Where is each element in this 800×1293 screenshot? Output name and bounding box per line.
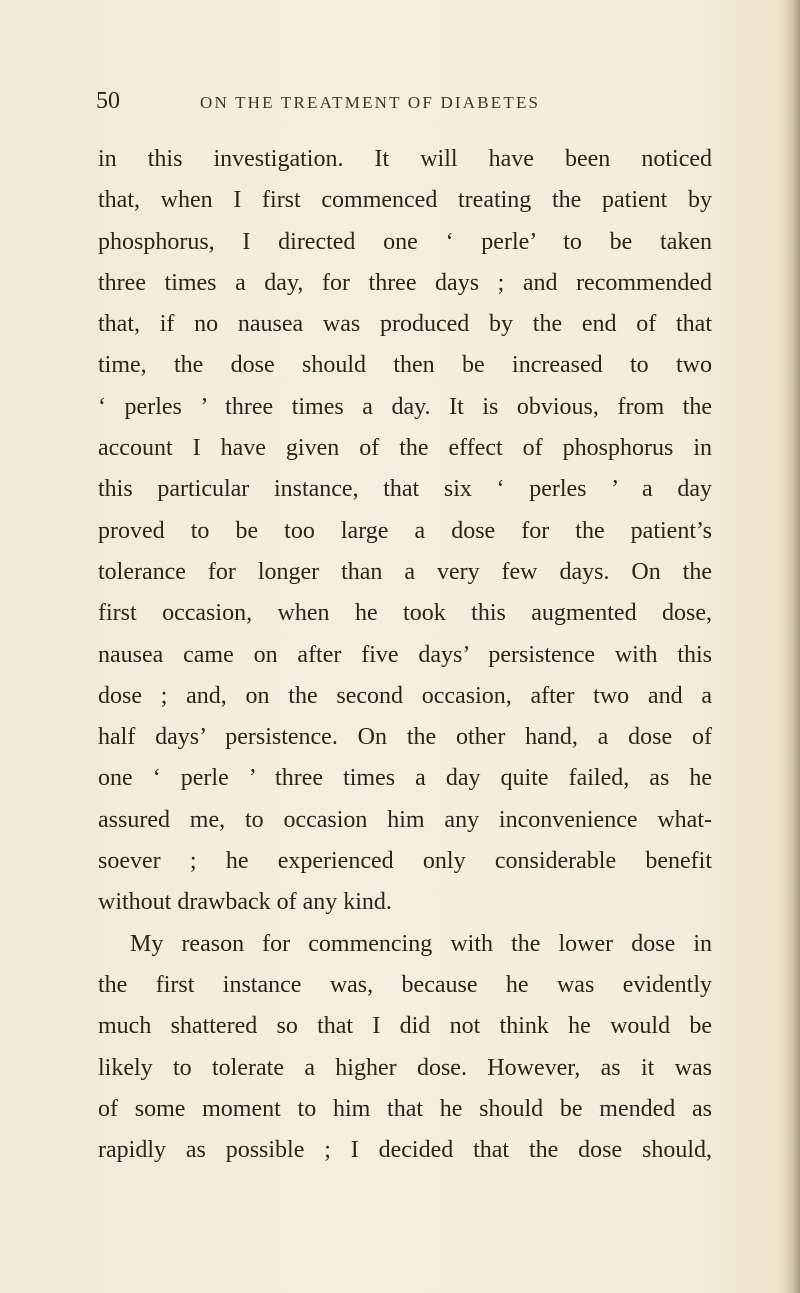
text-line: assured me, to occasion him any inconvenience what-	[98, 806, 712, 833]
page-edge-shadow	[784, 0, 800, 1293]
paragraph-end-line: without drawback of any kind.	[98, 889, 392, 916]
text-line: first occasion, when he took this augmented dose,	[98, 600, 712, 627]
text-line: in this investigation. It will have been noticed	[98, 146, 712, 172]
page-header	[96, 86, 676, 122]
text-line: that, when I first commenced treating the patient by	[98, 187, 712, 214]
text-line: account I have given of the effect of phosphorus in	[98, 435, 712, 462]
text-line: tolerance for longer than a very few days. On the	[98, 558, 712, 585]
body-text	[98, 139, 712, 1171]
text-line: likely to tolerate a higher dose. However, as it was	[98, 1054, 712, 1081]
text-line: dose ; and, on the second occasion, after two and a	[98, 682, 712, 709]
paragraph-start-line: My reason for commencing with the lower dose in	[130, 930, 712, 957]
running-title: ON THE TREATMENT OF DIABETES	[200, 93, 541, 112]
text-line: nausea came on after five days’ persistence with this	[98, 641, 712, 668]
text-line: half days’ persistence. On the other hand, a dose of	[98, 724, 712, 751]
page-number: 50	[96, 88, 120, 114]
text-line: proved to be too large a dose for the patient’s	[98, 517, 712, 544]
text-line: this particular instance, that six ‘ perles ’ a day	[98, 476, 712, 503]
text-line: ‘ perles ’ three times a day. It is obvious, from the	[98, 393, 712, 420]
text-line: time, the dose should then be increased to two	[98, 352, 712, 379]
text-line: that, if no nausea was produced by the end of that	[98, 311, 712, 338]
text-line: three times a day, for three days ; and recommended	[98, 269, 712, 296]
text-line: soever ; he experienced only considerable benefit	[98, 848, 712, 875]
text-line: rapidly as possible ; I decided that the dose should,	[98, 1137, 712, 1164]
text-line: of some moment to him that he should be mended as	[98, 1095, 712, 1122]
text-line: the first instance was, because he was evidently	[98, 971, 712, 998]
text-line: phosphorus, I directed one ‘ perle’ to be taken	[98, 228, 712, 255]
text-line: one ‘ perle ’ three times a day quite failed, as he	[98, 765, 712, 792]
text-line: much shattered so that I did not think he would be	[98, 1013, 712, 1040]
